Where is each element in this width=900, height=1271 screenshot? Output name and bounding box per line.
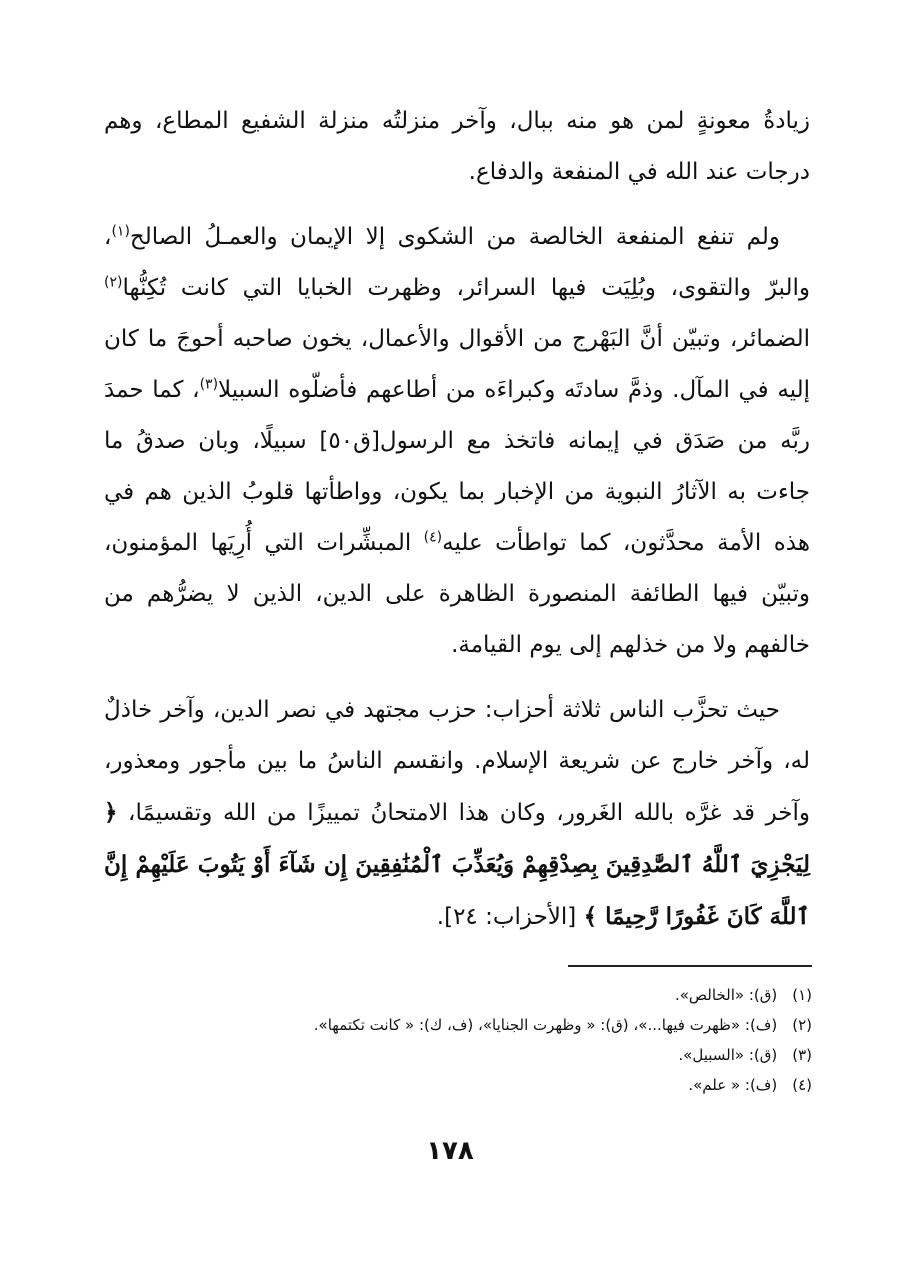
footnote-text: (ف): « علم».: [688, 1076, 778, 1094]
footnote-marker: (٣): [199, 376, 219, 393]
paragraph-2: [104, 212, 810, 671]
footnote-number: (٣): [792, 1046, 812, 1064]
text-run: زيادةُ معونةٍ لمن هو منه ببال، وآخر منزلتُه منزلة الشفيع المطاع، وهم درجات عند الله في المنفعة والدفاع.: [104, 108, 810, 185]
footnote-item: [112, 1010, 812, 1040]
paragraph-3: [104, 685, 810, 943]
footnote-number: (٤): [792, 1076, 812, 1094]
footnote-text: (ق): «الخالص».: [674, 986, 778, 1004]
footnote-number: (١): [792, 986, 812, 1004]
footnote-item: [112, 980, 812, 1010]
footnote-marker: (٤): [423, 529, 443, 546]
paragraph-1: [104, 96, 810, 198]
footnote-marker: (٢): [104, 274, 123, 291]
footnote-number: (٢): [792, 1016, 812, 1034]
text-run: حيث تحزَّب الناس ثلاثة أحزاب: حزب مجتهد في نصر الدين، وآخر خاذلٌ له، وآخر خارج عن شريعة الإسلام. وانقسم الناسُ ما بين مأجور ومعذور، وآخر قد غرَّه بالله الغَرور، وكان هذا الامتحانُ تمييزًا من الله وتقسيمًا،: [104, 697, 810, 826]
text-run: المبشِّرات التي أُرِيَها المؤمنون، وتبيّن فيها الطائفة المنصورة الظاهرة على الدين، الذين لا يضرُّهم من خالفهم ولا من خذلهم إلى يوم القيامة.: [104, 530, 810, 658]
footnote-item: [112, 1070, 812, 1100]
text-run: ولم تنفع المنفعة الخالصة من الشكوى إلا الإيمان والعمـلُ الصالح: [129, 224, 780, 250]
main-text-block: [104, 96, 810, 943]
footnote-separator: [568, 965, 812, 967]
page-number: ١٧٨: [426, 1136, 474, 1166]
footnote-item: [112, 1040, 812, 1070]
text-run: ، كما حمدَ ربَّه من صَدَق في إيمانه فاتخذ مع الرسول[ق٥٠] سبيلًا، وبان صدقُ ما جاءت به الآثارُ النبوية من الإخبار بما يكون، وواطأتها قلوبُ الذين هم في هذه الأمة محدَّثون، كما تواطأت عليه: [104, 377, 810, 556]
text-run: الضمائر، وتبيّن أنَّ البَهْرج من الأقوال والأعمال، يخون صاحبه أحوجَ ما كان إليه في المآل. وذمَّ سادتَه وكبراءَه من أطاعهم فأضلّوه السبيلا: [104, 326, 810, 403]
footnote-text: (ق): «السبيل».: [678, 1046, 778, 1064]
text-run: [الأحزاب: ٢٤].: [436, 904, 584, 930]
footnote-marker: (١): [111, 223, 130, 240]
footnotes-list: [112, 980, 812, 1100]
text-run: ، والبرّ والتقوى، وبُلِيَت فيها السرائر، وظهرت الخبايا التي كانت تُكِنُّها: [104, 224, 810, 301]
quran-verse: ﴿ لِيَجْزِيَ ٱللَّهُ ٱلصَّٰدِقِينَ بِصِدْقِهِمْ وَيُعَذِّبَ ٱلْمُنَٰفِقِينَ إِن شَآءَ أَوْ يَتُوبَ عَلَيْهِمْ إِنَّ ٱللَّهَ كَانَ غَفُورًا رَّحِيمًا ﴾: [104, 799, 810, 930]
footnote-text: (ف): «ظهرت فيها...»، (ق): « وظهرت الجنايا»، (ف، ك): « كانت تكتمها».: [313, 1016, 778, 1034]
